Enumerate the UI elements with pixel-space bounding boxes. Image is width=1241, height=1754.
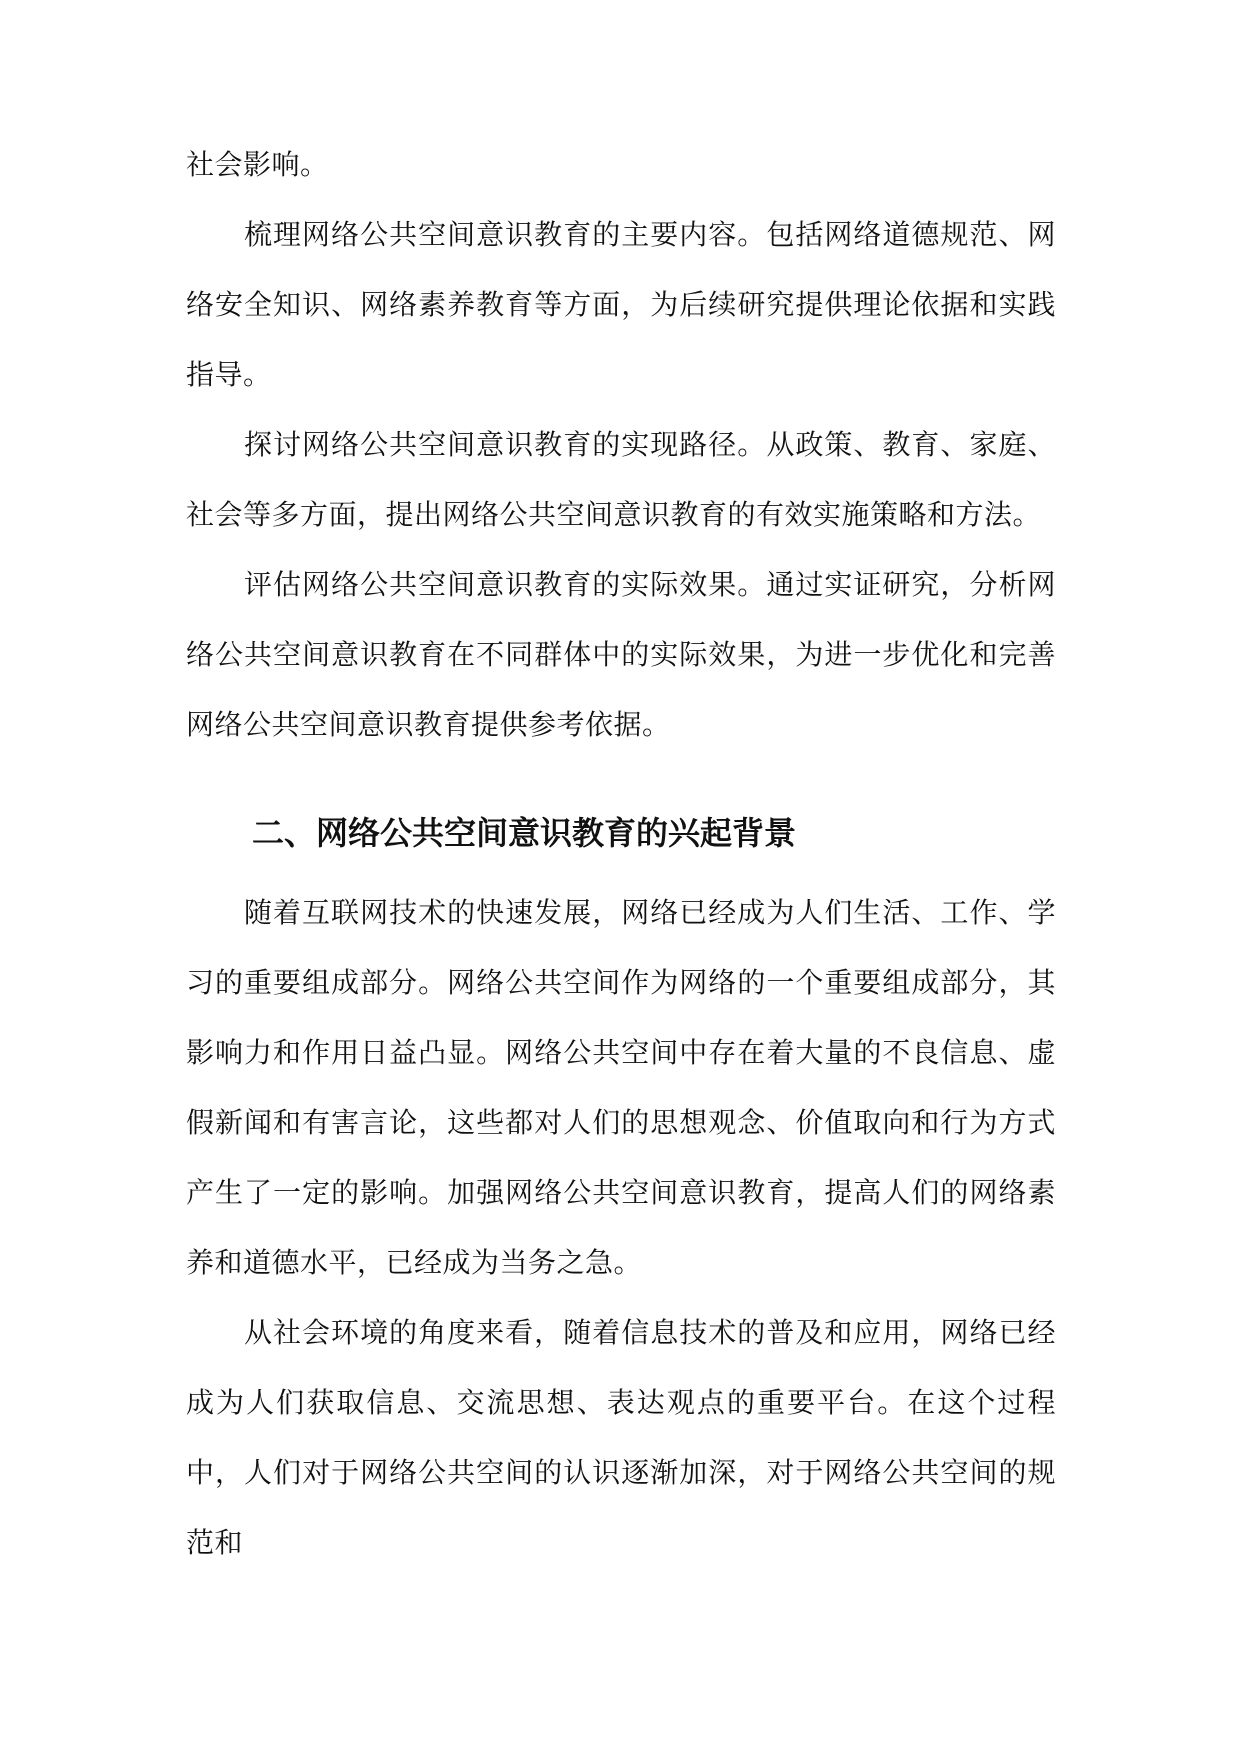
paragraph-social-environment: 从社会环境的角度来看，随着信息技术的普及和应用，网络已经成为人们获取信息、交流思想、表达观点的重要平台。在这个过程中，人们对于网络公共空间的认识逐渐加深，对于网络公共空间的规范和 — [186, 1316, 1056, 1559]
paragraph-main-content: 梳理网络公共空间意识教育的主要内容。包括网络道德规范、网络安全知识、网络素养教育等方面，为后续研究提供理论依据和实践指导。 — [186, 218, 1056, 391]
document-body — [186, 130, 1056, 1578]
paragraph-implementation-path: 探讨网络公共空间意识教育的实现路径。从政策、教育、家庭、社会等多方面，提出网络公共空间意识教育的有效实施策略和方法。 — [186, 428, 1056, 531]
paragraph-continuation: 社会影响。 — [186, 148, 329, 181]
paragraph-background-internet: 随着互联网技术的快速发展，网络已经成为人们生活、工作、学习的重要组成部分。网络公共空间作为网络的一个重要组成部分，其影响力和作用日益凸显。网络公共空间中存在着大量的不良信息、虚假新闻和有害言论，这些都对人们的思想观念、价值取向和行为方式产生了一定的影响。加强网络公共空间意识教育，提高人们的网络素养和道德水平，已经成为当务之急。 — [186, 896, 1056, 1279]
paragraph-effect-evaluation: 评估网络公共空间意识教育的实际效果。通过实证研究，分析网络公共空间意识教育在不同群体中的实际效果，为进一步优化和完善网络公共空间意识教育提供参考依据。 — [186, 568, 1056, 741]
section-heading: 二、网络公共空间意识教育的兴起背景 — [252, 814, 797, 852]
